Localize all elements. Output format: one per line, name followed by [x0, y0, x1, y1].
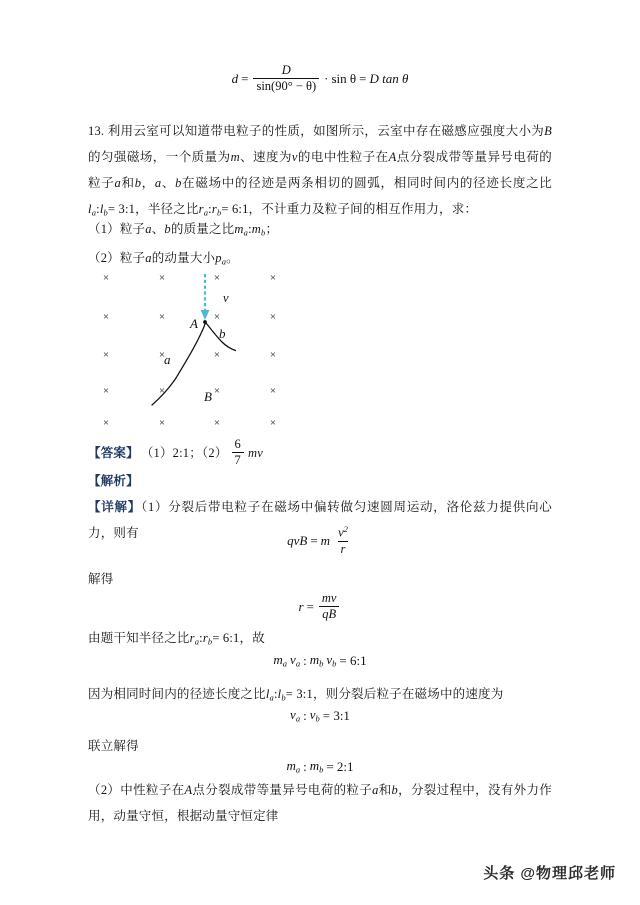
- detail-line-6: [88, 777, 552, 829]
- formula1-eq: =: [310, 532, 318, 548]
- question-symbol-B: B: [544, 124, 552, 138]
- formula1-fraction: [335, 525, 351, 556]
- question-line1-tail: 的匀强: [88, 150, 127, 164]
- part1-prefix: （1）粒子: [88, 222, 146, 236]
- detail-text-6a: （2）中性粒子在: [88, 783, 185, 797]
- formula2-eq: =: [306, 598, 314, 614]
- field-cross: ×: [158, 272, 166, 284]
- answer-part1: （1）2:1；（2）: [140, 445, 228, 460]
- detail-line-2: 解得: [88, 572, 114, 586]
- detail-text-6c: 和: [378, 783, 392, 797]
- detail-tag: 【详解】: [88, 500, 142, 514]
- formula4-v1: $v_a$: [290, 707, 301, 724]
- question-number: 13.: [88, 124, 105, 138]
- question-symbol-A: A: [388, 150, 397, 164]
- detail-formula-1: [88, 525, 552, 556]
- question-line2-b: 、速度为: [239, 150, 292, 164]
- part1-sep: 、: [151, 222, 165, 236]
- top-formula-numerator: D: [281, 63, 291, 77]
- detail-text-4-tail: ，则分裂后粒子在磁场中的速度为: [312, 687, 504, 701]
- question-symbol-m: m: [230, 150, 240, 164]
- detail-formula-5: [88, 758, 552, 774]
- question-line2-f: 和: [120, 176, 135, 190]
- top-formula-fraction: [253, 64, 319, 93]
- detail-text-4: 因为相同时间内的径迹长度之比: [88, 687, 266, 701]
- formula5-eq: = 2:1: [326, 758, 354, 774]
- formula4-colon: :: [303, 707, 307, 723]
- formula3-colon: :: [303, 652, 307, 668]
- formula3-m2: $m_b$: [309, 652, 324, 669]
- part2-text: 的动量大小: [151, 251, 216, 266]
- field-cross: ×: [102, 272, 110, 284]
- formula1-numerator: $v^2$: [338, 524, 348, 540]
- question-symbol-v: v: [291, 150, 298, 164]
- question-radius-ratio: $r_a:r_b=$ 6:1: [198, 202, 249, 218]
- footer-watermark: 头条 @物理邱老师: [483, 865, 616, 882]
- top-formula-dot: ·: [324, 70, 329, 86]
- detail-line-4: [88, 681, 552, 710]
- question-line3-c: b: [175, 176, 182, 190]
- top-formula-lhs: d: [231, 70, 239, 86]
- question-line1: 利用云室可以知道带电粒子的性质，如图所示，云室中存在磁感应强度大小为: [107, 124, 545, 138]
- formula1-lhs: qvB: [287, 532, 308, 548]
- question-arc-ratio: $l_a:l_b=$ 3:1: [88, 202, 136, 218]
- formula1-m: m: [320, 532, 331, 548]
- formula3-m1: $m_a$: [273, 652, 288, 669]
- formula5-m2: $m_b$: [309, 758, 324, 775]
- top-formula-rhs: D tan θ: [369, 70, 409, 86]
- field-cross: ×: [213, 417, 221, 429]
- figure-label-a: a: [164, 352, 171, 367]
- part1-end: ；: [265, 222, 279, 236]
- formula3-v2: $v_b$: [326, 652, 337, 669]
- part1-particle-a: a: [145, 222, 152, 236]
- top-formula: [88, 64, 552, 93]
- part1-particle-b: b: [164, 222, 171, 236]
- detail-line-5: 联立解得: [88, 739, 139, 753]
- formula4-v2: $v_b$: [309, 707, 320, 724]
- field-cross: ×: [213, 385, 221, 397]
- field-cross: ×: [102, 311, 110, 323]
- part1-mass-ratio: $m_a:m_b$: [234, 222, 266, 238]
- top-formula-sin: sin θ: [331, 70, 357, 86]
- formula3-eq: = 6:1: [339, 652, 367, 668]
- question-line2-d: 点分裂成带等量异号电荷的粒子: [88, 150, 553, 190]
- question-symbol-b: b: [134, 176, 142, 190]
- part2-prefix: （2）粒子: [88, 251, 146, 266]
- formula2-numerator: mv: [321, 591, 337, 605]
- detail-text-3-tail: ，故: [239, 631, 265, 645]
- detail-symbol-A: A: [184, 783, 193, 797]
- question-line3-d: 在磁场中的径迹是两条相切的圆弧，相同时间内的径迹长度之比: [181, 176, 553, 190]
- detail-symbol-b: b: [391, 783, 398, 797]
- detail-formula-4: [88, 707, 552, 723]
- question-paragraph: [88, 118, 552, 225]
- field-cross: ×: [269, 417, 277, 429]
- detail-text-6d: ，分裂过程中，没有外力作用，: [88, 783, 552, 823]
- field-cross: ×: [213, 272, 221, 284]
- analysis-tag: 【解析】: [88, 474, 139, 488]
- question-line2-a: 磁场，一个质量为: [126, 150, 231, 164]
- detail-text-6b: 点分裂成带等量异号电荷的粒子: [192, 783, 373, 797]
- question-line2-h: ，: [141, 176, 155, 190]
- figure-label-v: v: [223, 291, 229, 305]
- physics-figure: [92, 266, 332, 431]
- formula5-m1: $m_a$: [286, 758, 301, 775]
- part1-text: 的质量之比: [170, 222, 235, 236]
- formula5-colon: :: [303, 758, 307, 774]
- answer-line: [88, 438, 552, 467]
- question-line3-b: 、: [161, 176, 176, 190]
- answer-tag: 【答案】: [88, 445, 139, 460]
- formula2-lhs: r: [298, 598, 304, 614]
- part2-particle-a: a: [145, 251, 152, 266]
- detail-radius-ratio: $r_a:r_b=$ 6:1: [189, 631, 240, 647]
- detail-text-3: 由题干知半径之比: [88, 631, 190, 645]
- top-formula-eq2: =: [359, 70, 367, 86]
- question-symbol-a: a: [114, 176, 121, 190]
- question-line3-a: a: [154, 176, 162, 190]
- detail-arc-ratio: $l_a:l_b=$ 3:1: [265, 687, 313, 703]
- field-cross: ×: [269, 385, 277, 397]
- answer-fraction: [232, 438, 244, 467]
- field-cross: ×: [158, 417, 166, 429]
- detail-symbol-a: a: [372, 783, 379, 797]
- part2-momentum: $p_a$: [215, 251, 227, 267]
- field-cross: ×: [269, 311, 277, 323]
- figure-label-b: b: [219, 326, 226, 341]
- question-line4-a: 比: [185, 202, 199, 216]
- field-cross: ×: [269, 349, 277, 361]
- question-line3-tail: ，半径之: [135, 202, 186, 216]
- question-part-1: [88, 216, 552, 245]
- part2-end: 。: [226, 251, 239, 266]
- formula1-denominator: r: [338, 541, 349, 556]
- field-cross: ×: [102, 417, 110, 429]
- formula2-denominator: qB: [319, 606, 339, 621]
- detail-text-1: （1）分裂后带电粒子在磁场中偏转做匀速圆周运动，洛伦兹力提供向心力，则有: [88, 500, 552, 540]
- top-formula-denominator: sin(90° − θ): [253, 78, 319, 93]
- detail-formula-3: [88, 652, 552, 668]
- analysis-line: [88, 468, 552, 494]
- answer-fraction-denominator: 7: [232, 452, 244, 467]
- figure-label-B: B: [204, 389, 212, 404]
- field-cross: ×: [158, 349, 166, 361]
- detail-formula-2: [88, 592, 552, 621]
- formula2-fraction: [319, 592, 340, 621]
- magnetic-field-cross-grid: [103, 272, 276, 429]
- field-cross: ×: [158, 385, 166, 397]
- formula3-v1: $v_a$: [290, 652, 301, 669]
- detail-line-3: [88, 625, 552, 654]
- answer-fraction-numerator: 6: [234, 437, 241, 451]
- answer-fraction-tail: mv: [248, 445, 263, 460]
- figure-label-A: A: [190, 316, 198, 331]
- formula4-eq: = 3:1: [322, 707, 350, 723]
- question-line2-c: 的电中性粒子在: [297, 150, 389, 164]
- velocity-arrow-icon: [201, 274, 210, 320]
- field-cross: ×: [213, 349, 221, 361]
- top-formula-eq1: =: [241, 70, 249, 86]
- field-cross: ×: [102, 385, 110, 397]
- field-cross: ×: [102, 349, 110, 361]
- question-line4-tail: ，不计重力及粒子间的相互作用力，求：: [248, 202, 478, 216]
- field-cross: ×: [269, 272, 277, 284]
- detail-text-7: 动量守恒，根据动量守恒定律: [113, 809, 279, 823]
- field-cross: ×: [213, 311, 221, 323]
- field-cross: ×: [158, 311, 166, 323]
